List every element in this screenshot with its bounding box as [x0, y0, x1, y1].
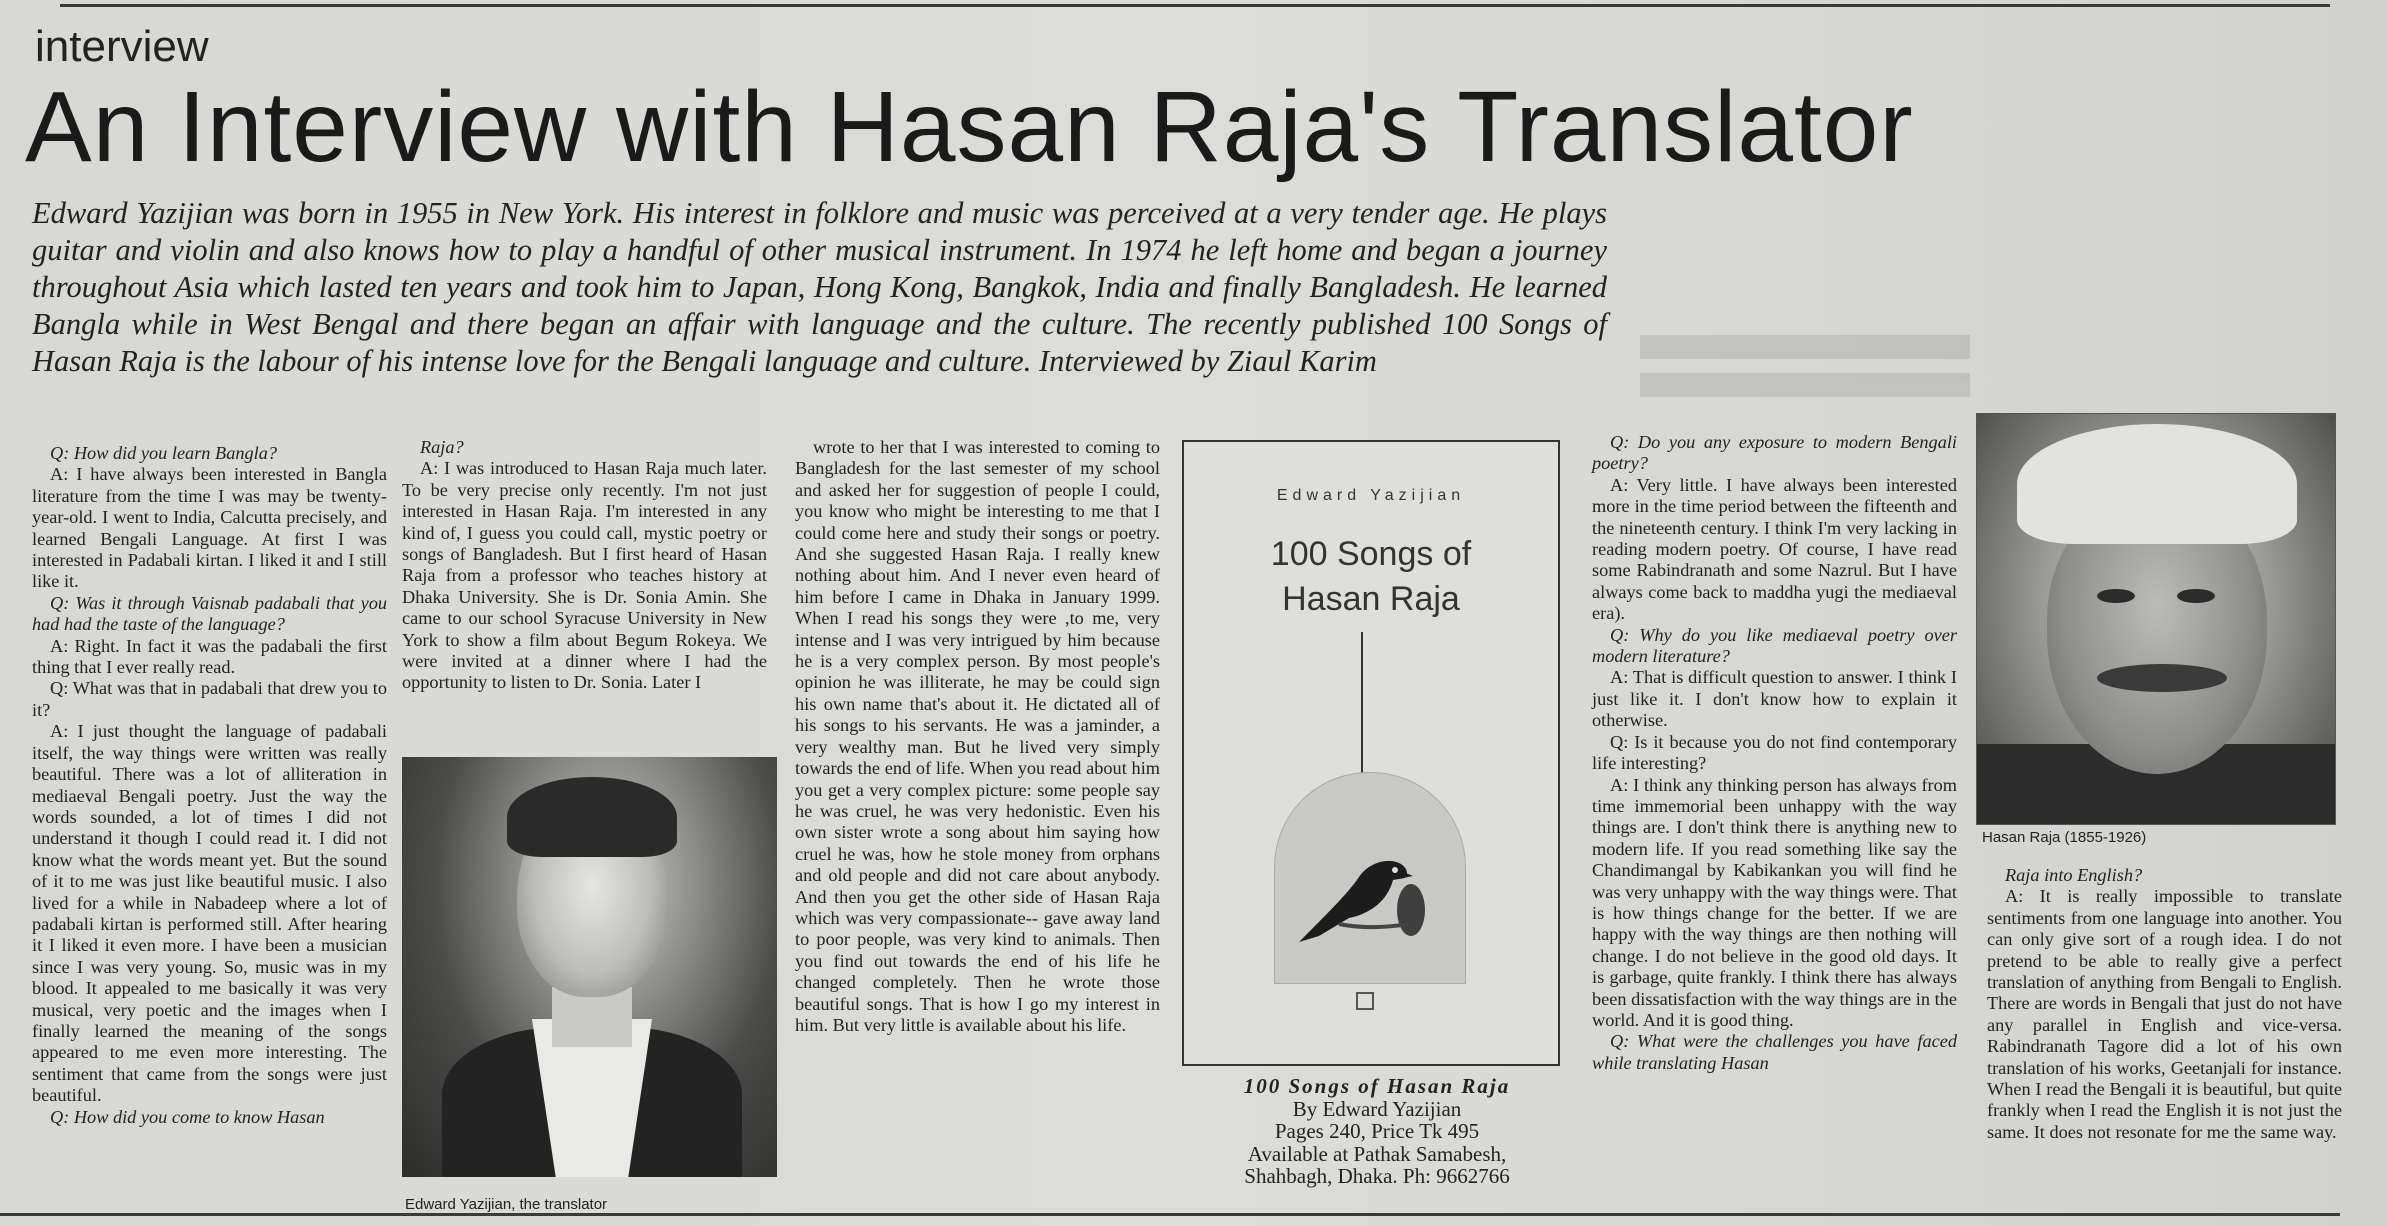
column-5	[1987, 865, 2342, 1143]
answer-paragraph: wrote to her that I was interested to coming to Bangladesh for the last semester of my school and asked her for suggestion of people I could, you know who might be interesting to me that I could come here and study their songs or poetry. And she suggested Hasan Raja. I really knew nothing about him. And I never even heard of him before I came in Dhaka in January 1999. When I read his songs they were ,to me, very intense and I was very intrigued by him because he is a very complex person. By most people's opinion he was illiterate, he may be could sign his own name that's about it. He dictated all of his songs to his servants. He was a jaminder, a very wealthy man. But he lived very simply towards the end of life. When you read about him you get a very complex picture: some people say he was cruel, he was very hedonistic. Even his own sister wrote a song about him saying how cruel he was, how he stole money from orphans and old people and did not care about anybody. And then you get the other side of Hasan Raja which was very compassionate-- gave away land to poor people, was very kind to animals. Then you find out towards the end of his life he changed completely. Then he wrote those beautiful songs. That is how I go my interest in him. But very little is available about his life.	[795, 437, 1160, 1035]
top-rule	[60, 4, 2330, 7]
question-paragraph: Q: Was it through Vaisnab padabali that you had had the taste of the language?	[32, 592, 387, 635]
question-paragraph: Q: Do you any exposure to modern Bengali poetry?	[1592, 432, 1957, 474]
intro-paragraph: Edward Yazijian was born in 1955 in New York. His interest in folklore and music was perceived at a very tender age. He plays guitar and violin and also knows how to play a handful of other musical instrument. In 1974 he left home and began a journey throughout Asia which lasted ten years and took him to Japan, Hong Kong, Bangkok, India and finally Bangladesh. He learned Bangla while in West Bengal and there began an affair with language and the culture. The recently published 100 Songs of Hasan Raja is the labour of his intense love for the Bengali language and culture. Interviewed by Ziaul Karim	[32, 196, 1607, 378]
question-paragraph: Q: How did you learn Bangla?	[50, 443, 277, 463]
hasan-raja-photo-caption: Hasan Raja (1855-1926)	[1982, 829, 2147, 846]
book-info-pages-price: Pages 240, Price Tk 495	[1274, 1119, 1480, 1143]
answer-paragraph: A: Right. In fact it was the padabali the first thing that I ever really read.	[32, 635, 387, 678]
book-info-author: By Edward Yazijian	[1292, 1096, 1462, 1121]
section-label: interview	[35, 22, 209, 71]
book-info	[1182, 1075, 1572, 1188]
book-cover-author: Edward Yazijian	[1276, 487, 1466, 504]
book-cover-title: 100 Songs of Hasan Raja	[1270, 535, 1472, 618]
question-paragraph: Raja?	[420, 437, 464, 457]
book-info-title: 100 Songs of Hasan Raja	[1243, 1074, 1511, 1098]
book-cover	[1182, 440, 1560, 1066]
question-paragraph: Raja into English?	[2005, 865, 2143, 885]
bird-illustration	[1289, 832, 1429, 952]
column-3	[795, 437, 1160, 1036]
column-1	[32, 443, 387, 1128]
answer-paragraph: Q: What was that in padabali that drew you to it?	[32, 678, 387, 720]
column-4	[1592, 432, 1957, 1074]
translator-photo	[402, 757, 777, 1177]
book-info-address: Shahbagh, Dhaka. Ph: 9662766	[1244, 1164, 1510, 1188]
answer-paragraph: A: I just thought the language of padabali itself, the way things were written was really beautiful. There was a lot of alliteration in mediaeval Bengali poetry. Just the way the words sounded, a lot of times I did not understand it though I could read it. I did not know what the words meant yet. But the sound of it to me was just like beautiful music. I also lived for a while in Nabadeep where a lot of padabali kirtan is performed still. After hearing it I liked it even more. I have been a musician since I was very young. So, music was in my blood. It appealed to me basically it was very musical, very poetic and the images when I finally learned the meaning of the songs appeared to me even more interesting. The sentiment that came from the songs were just beautiful.	[32, 721, 387, 1106]
hanging-string	[1361, 632, 1363, 780]
bottom-rule	[0, 1213, 2340, 1216]
hasan-raja-photo	[1976, 413, 2336, 825]
answer-paragraph: Q: Is it because you do not find contemporary life interesting?	[1592, 731, 1957, 774]
answer-paragraph: A: Very little. I have always been interested more in the time period between the fifteenth and the nineteenth century. I think I'm very lacking in reading modern poetry. Of course, I have read some Rabindranath and some Nazrul. But I have always come back to maddha yugi the mediaeval era).	[1592, 474, 1957, 624]
answer-paragraph: A: I have always been interested in Bangla literature from the time I was may be twenty-year-old. I went to India, Calcutta precisely, and learned Bengali Language. At first I was interested in Padabali kirtan. I liked it and I still like it.	[32, 464, 387, 592]
publisher-mark	[1356, 992, 1374, 1010]
answer-paragraph: A: I was introduced to Hasan Raja much later. To be very precise only recently. I'm not just interested in Hasan Raja. I'm interested in any kind of, I guess you could call, mystic poetry or songs of Bangladesh. But I first heard of Hasan Raja from a professor who teaches history at Dhaka University. She is Dr. Sonia Amin. She came to our school Syracuse University in New York to show a film about Begum Rokeya. We were invited at a dinner where I had the opportunity to listen to Dr. Sonia. Later I	[402, 458, 767, 693]
answer-paragraph: A: I think any thinking person has always from time immemorial been unhappy with the way things are. I don't think there is anything new to modern life. If you read something like say the Chandimangal by Kabikankan you will find he was very unhappy with the way things were. That is how things change for the better. If we are happy with the way things are then nothing will change. I do not believe in the good old days. It is garbage, quite frankly. I think there has always been dissatisfaction with the way things are in the world. And it is good thing.	[1592, 774, 1957, 1030]
book-info-availability: Available at Pathak Samabesh,	[1247, 1141, 1507, 1166]
question-paragraph: Q: Why do you like mediaeval poetry over modern literature?	[1592, 624, 1957, 667]
question-paragraph: Q: What were the challenges you have faced while translating Hasan	[1592, 1031, 1957, 1073]
answer-paragraph: A: That is difficult question to answer. I think I just like it. I don't know how to explain it otherwise.	[1592, 667, 1957, 731]
headline: An Interview with Hasan Raja's Translator	[25, 71, 1914, 183]
translator-photo-caption: Edward Yazijian, the translator	[405, 1196, 608, 1213]
question-paragraph: Q: How did you come to know Hasan	[50, 1106, 325, 1127]
column-2	[402, 437, 767, 694]
answer-paragraph: A: It is really impossible to translate sentiments from one language into another. You can only give sort of a rough idea. I do not pretend to be able to really give a perfect translation of anything from Bengali to English. There are words in Bengali that just do not have any parallel in English and vice-versa. Rabindranath Tagore did a lot of his own translation of his works, Geetanjali for instance. When I read the Bengali it is beautiful, but quite frankly when I read the English it is not just the same. It does not resonate for me the same way.	[1987, 886, 2342, 1142]
